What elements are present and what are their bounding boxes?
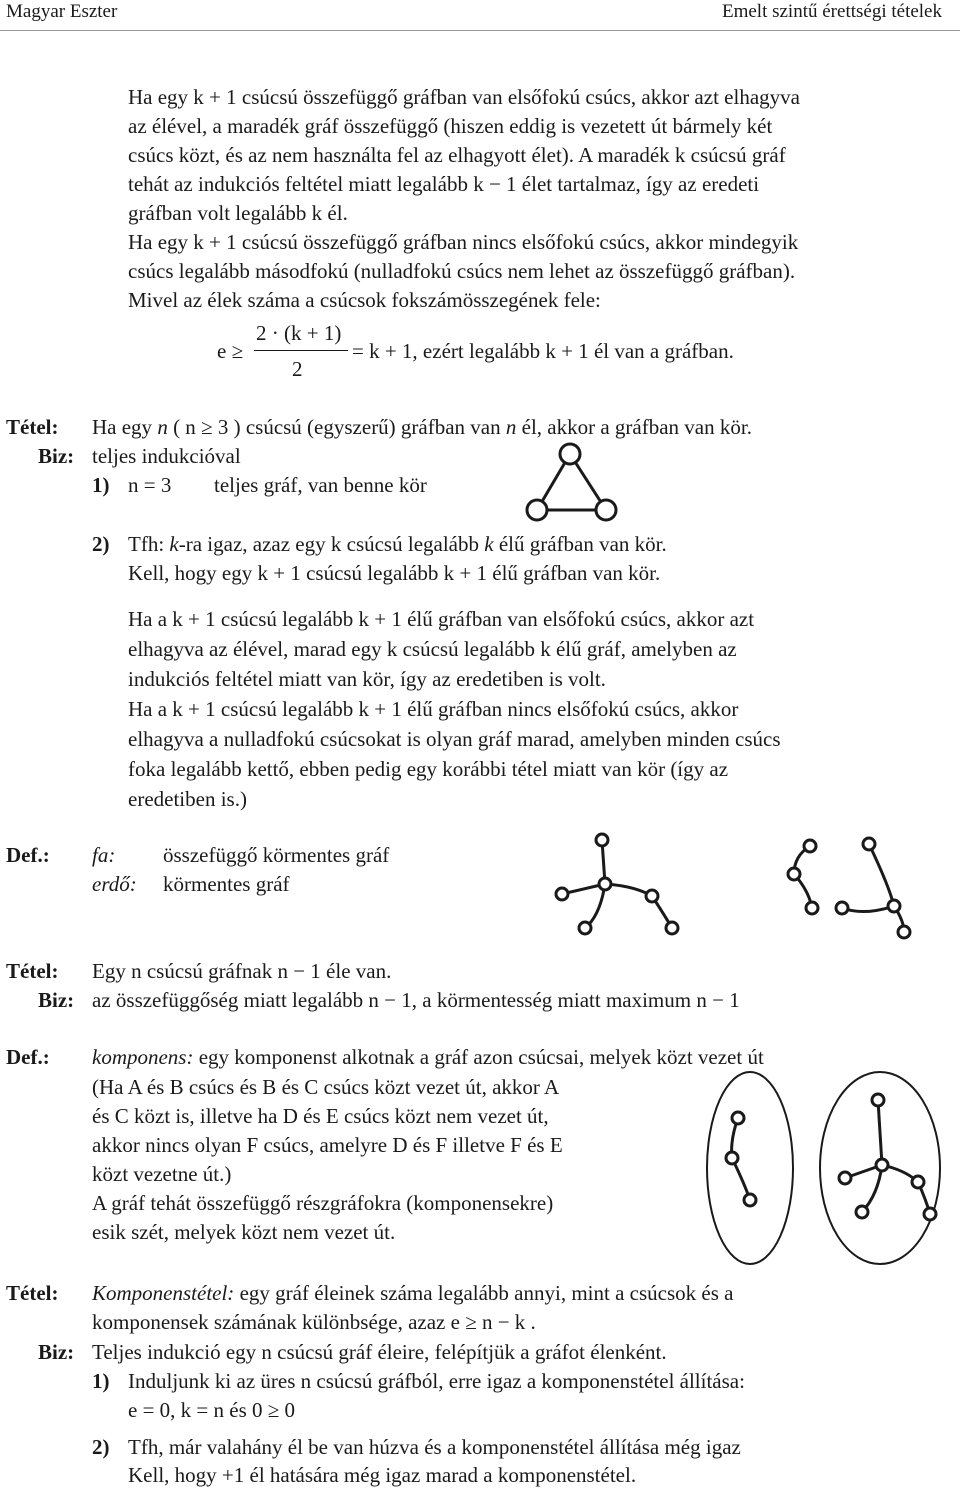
proof-label: Biz:: [38, 988, 75, 1012]
header-rule: [0, 30, 960, 31]
graph-node: [527, 500, 547, 520]
graph-node: [898, 926, 910, 938]
theorem-label: Tétel:: [6, 959, 59, 983]
two-component-graph: [700, 1070, 950, 1270]
intro-line: Mivel az élek száma a csúcsok fokszámösszegének fele:: [128, 288, 601, 312]
component-boundary: [707, 1072, 793, 1264]
proof-text: az összefüggőség miatt legalább n − 1, a körmentesség miatt maximum n − 1: [92, 988, 740, 1012]
graph-node: [788, 868, 800, 880]
graph-node: [579, 922, 591, 934]
graph-node: [732, 1112, 744, 1124]
theorem-text: [92, 412, 752, 442]
theorem-text-part: ( n ≥ 3 ) csúcsú (egyszerű) gráfban van: [167, 415, 506, 439]
definition-line: esik szét, melyek közt nem vezet út.: [92, 1220, 396, 1244]
intro-line: gráfban volt legalább k él.: [128, 201, 348, 225]
graph-node: [560, 444, 580, 464]
step-label: 2): [92, 532, 110, 556]
paragraph-line: foka legalább kettő, ebben pedig egy korábbi tétel miatt van kör (így az: [128, 757, 729, 781]
step-text-part: élű gráfban van kör.: [493, 532, 667, 556]
step-text: Induljunk ki az üres n csúcsú gráfból, erre igaz a komponenstétel állítása:: [128, 1369, 745, 1393]
step-text: Tfh, már valahány él be van húzva és a komponenstétel állítása még igaz: [128, 1435, 741, 1459]
definition-text: összefüggő körmentes gráf: [163, 843, 390, 867]
intro-line: tehát az indukciós feltétel miatt legalább k − 1 élet tartalmaz, így az eredeti: [128, 172, 760, 196]
proof-text: Teljes indukció egy n csúcsú gráf éleire, felépítjük a gráfot élenként.: [92, 1340, 667, 1364]
step-label: 2): [92, 1435, 110, 1459]
var-n: n: [505, 415, 517, 439]
graph-node: [836, 902, 848, 914]
step-text: [128, 529, 667, 559]
paragraph-line: elhagyva a nulladfokú csúcsokat is olyan gráf marad, amelyben minden csúcs: [128, 727, 781, 751]
formula-denominator: 2: [292, 357, 303, 381]
graph-node: [888, 900, 900, 912]
graph-node: [912, 1176, 924, 1188]
graph-node: [596, 500, 616, 520]
paragraph-line: Ha a k + 1 csúcsú legalább k + 1 élű gráfban nincs elsőfokú csúcs, akkor: [128, 697, 739, 721]
step-text: Kell, hogy +1 él hatására még igaz marad a komponenstétel.: [128, 1463, 637, 1487]
intro-line: az élével, a maradék gráf összefüggő (hiszen eddig is vezetett út bármely két: [128, 114, 773, 138]
paragraph-line: eredetiben is.): [128, 787, 247, 811]
graph-edge: [878, 1100, 882, 1165]
tree-graph: [500, 826, 710, 946]
graph-node: [744, 1194, 756, 1206]
definition-line: és C közt is, illetve ha D és E csúcs közt nem vezet út,: [92, 1104, 549, 1128]
graph-node: [876, 1159, 888, 1171]
definition-term: erdő:: [92, 872, 137, 896]
document-title: Emelt szintű érettségi tételek: [721, 1, 942, 22]
step-formula: e = 0, k = n és 0 ≥ 0: [128, 1398, 296, 1422]
theorem-text: Egy n csúcsú gráfnak n − 1 éle van.: [92, 959, 392, 983]
graph-node: [804, 840, 816, 852]
theorem-text: [92, 1278, 733, 1308]
graph-edge: [842, 906, 894, 912]
definition-line: akkor nincs olyan F csúcs, amelyre D és F illetve F és E: [92, 1133, 563, 1157]
graph-node: [924, 1208, 936, 1220]
theorem-text: komponensek számának különbsége, azaz e ≥ n − k .: [92, 1310, 536, 1334]
definition-line: (Ha A és B csúcs és B és C csúcs közt vezet út, akkor A: [92, 1075, 560, 1099]
formula-lhs: e ≥: [217, 339, 244, 363]
var-k: k: [484, 532, 494, 556]
theorem-label: Tétel:: [6, 415, 59, 439]
theorem-label: Tétel:: [6, 1281, 59, 1305]
definition-label: Def.:: [6, 1045, 50, 1069]
graph-node: [596, 834, 608, 846]
step-formula: n = 3: [128, 473, 172, 497]
step-text: Kell, hogy egy k + 1 csúcsú legalább k + 1 élű gráfban van kör.: [128, 561, 661, 585]
graph-edge: [869, 844, 894, 906]
var-k: k: [169, 532, 179, 556]
step-text-part: Tfh:: [128, 532, 170, 556]
theorem-text-part: él, akkor a gráfban van kör.: [516, 415, 752, 439]
graph-node: [599, 878, 611, 890]
author-name: Magyar Eszter: [6, 1, 118, 22]
graph-node: [856, 1206, 868, 1218]
formula-rhs: = k + 1, ezért legalább k + 1 él van a gráfban.: [352, 339, 734, 363]
paragraph-line: Ha a k + 1 csúcsú legalább k + 1 élű gráfban van elsőfokú csúcs, akkor azt: [128, 607, 755, 631]
intro-line: Ha egy k + 1 csúcsú összefüggő gráfban van elsőfokú csúcs, akkor azt elhagyva: [128, 85, 800, 109]
theorem-term: Komponenstétel:: [92, 1281, 235, 1305]
formula-numerator: 2 · (k + 1): [256, 321, 342, 345]
graph-node: [839, 1172, 851, 1184]
definition-term: fa:: [92, 843, 116, 867]
step-label: 1): [92, 1369, 110, 1393]
graph-node: [806, 902, 818, 914]
graph-node: [863, 838, 875, 850]
fraction-bar: [254, 350, 348, 351]
graph-node: [556, 888, 568, 900]
intro-line: csúcs legalább másodfokú (nulladfokú csúcs nem lehet az összefüggő gráfban).: [128, 259, 796, 283]
proof-label: Biz:: [38, 444, 75, 468]
graph-node: [726, 1152, 738, 1164]
definition-text-part: egy komponenst alkotnak a gráf azon csúcsai, melyek közt vezet út: [193, 1045, 764, 1069]
definition-text: körmentes gráf: [163, 872, 290, 896]
paragraph-line: elhagyva az élével, marad egy k csúcsú legalább k élű gráf, amelyben az: [128, 637, 737, 661]
intro-line: Ha egy k + 1 csúcsú összefüggő gráfban nincs elsőfokú csúcs, akkor mindegyik: [128, 230, 799, 254]
intro-line: csúcs közt, és az nem használta fel az elhagyott élet). A maradék k csúcsú gráf: [128, 143, 786, 167]
definition-text: [92, 1042, 764, 1072]
step-text-part: -ra igaz, azaz egy k csúcsú legalább: [178, 532, 485, 556]
definition-line: közt vezetne út.): [92, 1162, 232, 1186]
proof-label: Biz:: [38, 1340, 75, 1364]
tree-graph: [724, 826, 944, 946]
definition-term: komponens:: [92, 1045, 194, 1069]
triangle-graph: [520, 440, 630, 530]
theorem-text-part: Ha egy: [92, 415, 158, 439]
case-paragraph: [128, 604, 956, 814]
graph-node: [666, 922, 678, 934]
theorem-text-part: egy gráf éleinek száma legalább annyi, mint a csúcsok és a: [234, 1281, 734, 1305]
step-text: teljes gráf, van benne kör: [214, 473, 427, 497]
definition-label: Def.:: [6, 843, 50, 867]
definition-line: A gráf tehát összefüggő részgráfokra (komponensekre): [92, 1191, 554, 1215]
paragraph-line: indukciós feltétel miatt van kör, így az eredetiben is volt.: [128, 667, 606, 691]
proof-text: teljes indukcióval: [92, 444, 241, 468]
step-label: 1): [92, 473, 110, 497]
graph-node: [646, 890, 658, 902]
graph-node: [872, 1094, 884, 1106]
var-n: n: [157, 415, 168, 439]
